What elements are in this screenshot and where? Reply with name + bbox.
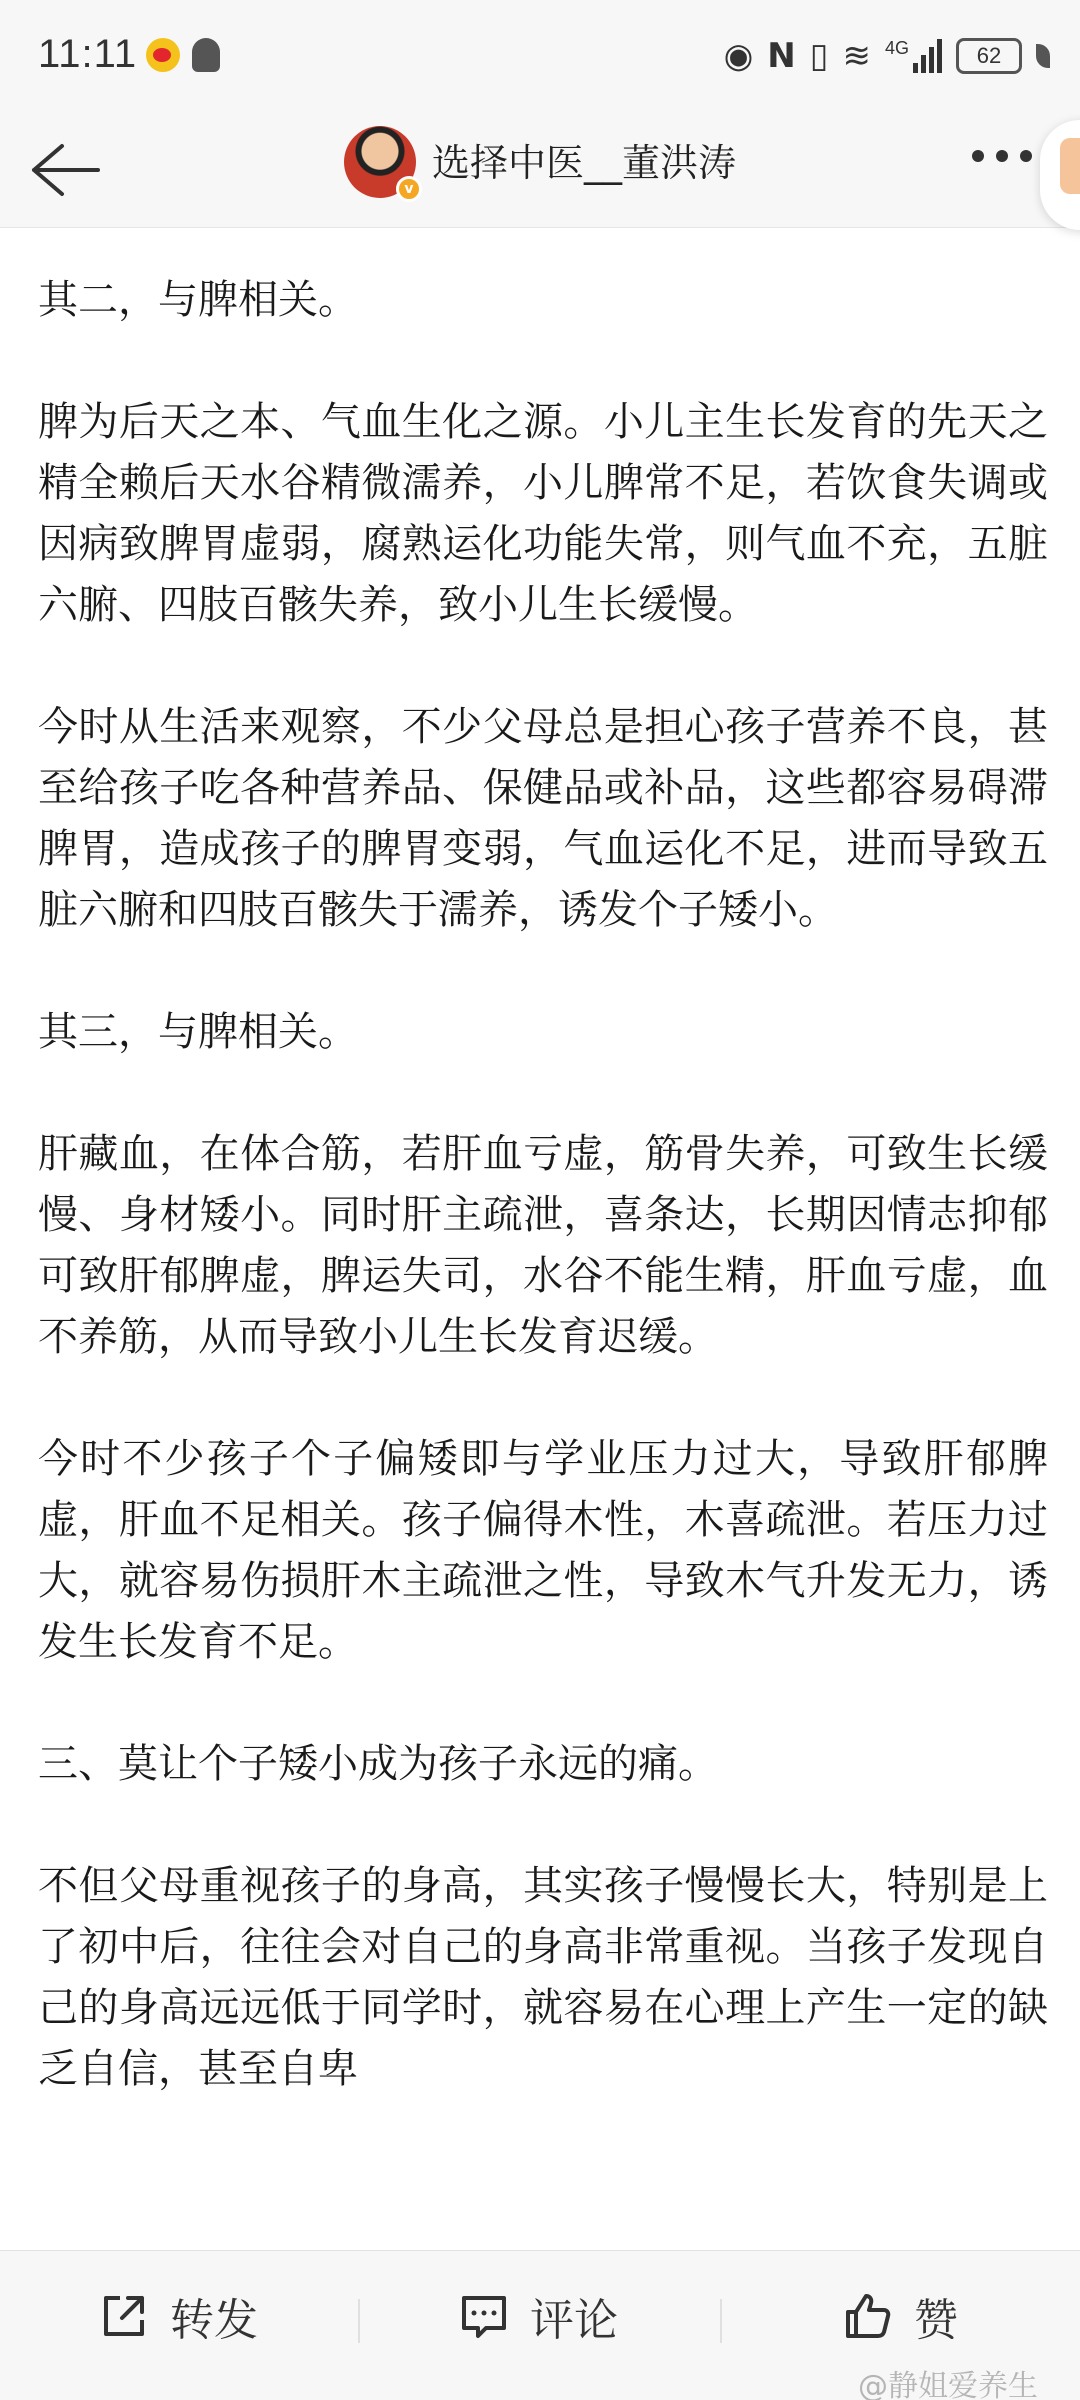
more-options-button[interactable]	[972, 150, 1032, 162]
article-paragraph: 今时从生活来观察，不少父母总是担心孩子营养不良，甚至给孩子吃各种营养品、保健品或补品，这些都容易碍滞脾胃，造成孩子的脾胃变弱，气血运化不足，进而导致五脏六腑和四肢百骸失于濡养，诱发个子矮小。	[38, 704, 1048, 933]
watermark: @静姐爱养生	[858, 2369, 1038, 2400]
article-paragraph: 脾为后天之本、气血生化之源。小儿主生长发育的先天之精全赖后天水谷精微濡养，小儿脾常不足，若饮食失调或因病致脾胃虚弱，腐熟运化功能失常，则气血不充，五脏六腑、四肢百骸失养，致小儿生长缓慢。	[38, 399, 1048, 628]
article-paragraph: 今时不少孩子个子偏矮即与学业压力过大，导致肝郁脾虚，肝血不足相关。孩子偏得木性，木喜疏泄。若压力过大，就容易伤损肝木主疏泄之性，导致木气升发无力，诱发生长发育不足。	[38, 1436, 1048, 1665]
network-type: 4G	[884, 37, 909, 58]
back-button[interactable]	[24, 132, 104, 208]
back-arrow-icon	[26, 140, 102, 200]
dot-icon	[1020, 150, 1032, 162]
status-bar	[0, 0, 1080, 112]
eye-icon: ◉	[723, 36, 754, 76]
avatar[interactable]	[344, 126, 416, 198]
divider	[720, 2299, 722, 2343]
account-name[interactable]: 选择中医__董洪涛	[432, 141, 737, 185]
dot-icon	[972, 150, 984, 162]
bell-notification-icon	[192, 38, 220, 72]
article-paragraph: 肝藏血，在体合筋，若肝血亏虚，筋骨失养，可致生长缓慢、身材矮小。同时肝主疏泄，喜条达，长期因情志抑郁可致肝郁脾虚，脾运失司，水谷不能生精，肝血亏虚，血不养筋，从而导致小儿生长发育迟缓。	[38, 1131, 1048, 1360]
battery-saver-icon	[1036, 44, 1050, 68]
article-paragraph: 三、莫让个子矮小成为孩子永远的痛。	[38, 1741, 718, 1787]
article-paragraph: 不但父母重视孩子的身高，其实孩子慢慢长大，特别是上了初中后，往往会对自己的身高非常重视。当孩子发现自己的身高远远低于同学时，就容易在心理上产生一定的缺乏自信，甚至自卑	[38, 1863, 1048, 2092]
battery-icon	[956, 38, 1022, 74]
article-body	[38, 270, 1048, 2100]
wifi-icon: ≋	[842, 36, 871, 76]
verified-badge-icon: v	[396, 176, 422, 202]
signal-icon	[913, 39, 942, 73]
forward-label: 转发	[170, 2295, 258, 2346]
forward-button[interactable]	[98, 2281, 258, 2351]
nfc-icon: N	[767, 36, 796, 76]
vibrate-icon: ▯	[809, 36, 829, 76]
weibo-notification-icon	[146, 38, 180, 72]
comment-icon	[458, 2290, 510, 2342]
article-paragraph: 其二，与脾相关。	[38, 277, 358, 323]
dot-icon	[996, 150, 1008, 162]
divider	[358, 2299, 360, 2343]
top-navigation-bar	[0, 112, 1080, 228]
status-system-icons	[724, 36, 1050, 76]
like-button[interactable]	[842, 2281, 958, 2351]
bottom-action-bar	[0, 2250, 1080, 2400]
comment-label: 评论	[530, 2295, 618, 2346]
comment-button[interactable]	[458, 2281, 618, 2351]
article-paragraph: 其三，与脾相关。	[38, 1009, 358, 1055]
status-notification-icons	[146, 38, 220, 72]
status-time: 11:11	[38, 32, 138, 76]
thumbs-up-icon	[842, 2290, 894, 2342]
battery-level: 62	[976, 43, 1002, 68]
like-label: 赞	[914, 2295, 958, 2346]
share-icon	[98, 2290, 150, 2342]
